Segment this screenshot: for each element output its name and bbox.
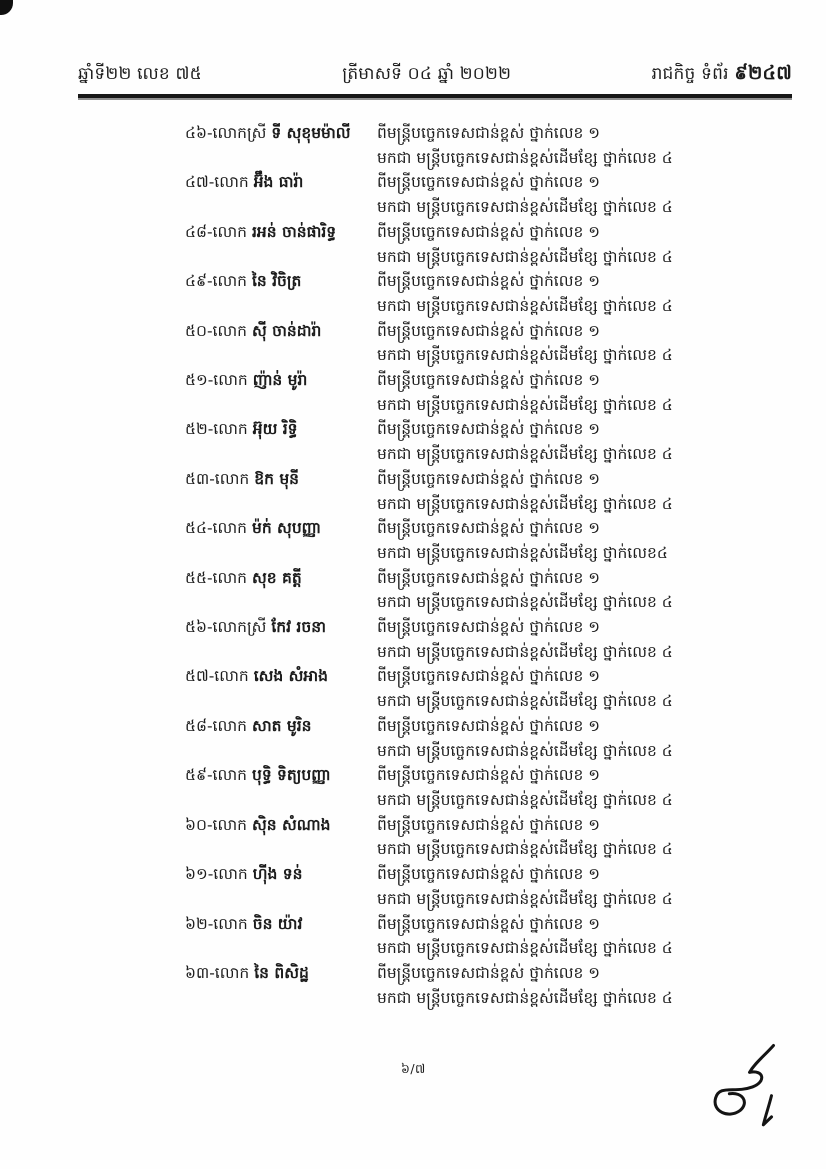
signature-icon	[700, 1036, 792, 1131]
entry-to-rank: មកជា មន្ត្រីបច្ចេកទេសជាន់ខ្ពស់ដើមខ្សែ ថ្នាក់លេខ ៤	[377, 247, 673, 266]
page-header	[78, 61, 792, 89]
entry-from-rank: ពីមន្ត្រីបច្ចេកទេសជាន់ខ្ពស់ ថ្នាក់លេខ ១	[377, 865, 600, 884]
entry-label	[185, 170, 377, 219]
header-year-issue: ឆ្នាំទី២២ លេខ ៧៥	[78, 64, 202, 84]
entry-from-rank: ពីមន្ត្រីបច្ចេកទេសជាន់ខ្ពស់ ថ្នាក់លេខ ១	[377, 618, 600, 637]
entry-description	[377, 763, 770, 812]
signature-mark	[700, 1036, 792, 1131]
entry-name: រអន់ ចាន់ផារិទ្ធ	[251, 222, 337, 241]
entry-from-rank: ពីមន្ត្រីបច្ចេកទេសជាន់ខ្ពស់ ថ្នាក់លេខ ១	[377, 667, 600, 686]
entry-description	[377, 220, 770, 269]
entry-from-rank: ពីមន្ត្រីបច្ចេកទេសជាន់ខ្ពស់ ថ្នាក់លេខ ១	[377, 420, 600, 439]
list-item	[185, 664, 770, 713]
list-item	[185, 813, 770, 862]
header-quarter-year: ត្រីមាសទី ០៤ ឆ្នាំ ២០២២	[342, 64, 512, 84]
list-item	[185, 220, 770, 269]
entry-from-rank: ពីមន្ត្រីបច្ចេកទេសជាន់ខ្ពស់ ថ្នាក់លេខ ១	[377, 963, 600, 982]
entry-name: សាត មូរិន	[251, 716, 312, 735]
entry-number-title: ៥០-លោក	[185, 321, 247, 340]
entry-from-rank: ពីមន្ត្រីបច្ចេកទេសជាន់ខ្ពស់ ថ្នាក់លេខ ១	[377, 371, 600, 390]
entry-name: នៃ ពិសិដ្ឋ	[254, 963, 309, 982]
entry-name: សុខ គត្តី	[251, 568, 302, 587]
entry-name: អ៊ឹង ធារ៉ា	[253, 173, 304, 192]
header-divider-rule	[78, 94, 792, 100]
entry-label	[185, 714, 377, 763]
entry-description	[377, 714, 770, 763]
entry-label	[185, 467, 377, 516]
entry-name: ទី សុខុមម៉ាលី	[271, 124, 351, 142]
entry-label	[185, 368, 377, 417]
entry-name: បុទ្ធិ ទិត្យបញ្ញា	[251, 766, 331, 785]
entry-from-rank: ពីមន្ត្រីបច្ចេកទេសជាន់ខ្ពស់ ថ្នាក់លេខ ១	[377, 766, 600, 785]
entry-to-rank: មកជា មន្ត្រីបច្ចេកទេសជាន់ខ្ពស់ដើមខ្សែ ថ្នាក់លេខ ៤	[377, 494, 673, 513]
entry-label	[185, 813, 377, 862]
entry-description	[377, 566, 770, 615]
entry-from-rank: ពីមន្ត្រីបច្ចេកទេសជាន់ខ្ពស់ ថ្នាក់លេខ ១	[377, 272, 600, 291]
entry-number-title: ៥៩-លោក	[185, 766, 247, 785]
entry-number-title: ៥១-លោក	[185, 371, 248, 390]
entry-label	[185, 912, 377, 961]
entry-description	[377, 368, 770, 417]
entry-label	[185, 220, 377, 269]
entry-number-title: ៥៤-លោក	[185, 519, 247, 538]
list-item	[185, 615, 770, 664]
entry-description	[377, 862, 770, 911]
entry-label	[185, 763, 377, 812]
entry-number-title: ៦១-លោក	[185, 865, 248, 884]
entry-label	[185, 121, 377, 170]
header-gazette-number: ៩២៤៧	[734, 62, 792, 84]
entry-description	[377, 467, 770, 516]
entry-description	[377, 121, 770, 170]
entry-name: អ៊ុយ រិទ្ធិ	[252, 420, 298, 439]
entry-name: កែវ រចនា	[271, 618, 326, 637]
list-item	[185, 368, 770, 417]
list-item	[185, 912, 770, 961]
entry-number-title: ៤៨-លោក	[185, 222, 247, 241]
entry-name: ហ៊ីង ទន់	[252, 865, 303, 884]
entry-to-rank: មកជា មន្ត្រីបច្ចេកទេសជាន់ខ្ពស់ដើមខ្សែ ថ្នាក់លេខ ៤	[377, 296, 673, 315]
entry-label	[185, 615, 377, 664]
entry-to-rank: មកជា មន្ត្រីបច្ចេកទេសជាន់ខ្ពស់ដើមខ្សែ ថ្នាក់លេខ ៤	[377, 790, 673, 809]
entry-name: សេង សំអាង	[253, 667, 328, 686]
entry-name: នៃ វិចិត្រ	[251, 272, 302, 291]
entry-number-title: ៤៦-លោកស្រី	[185, 124, 267, 142]
entry-to-rank: មកជា មន្ត្រីបច្ចេកទេសជាន់ខ្ពស់ដើមខ្សែ ថ្នាក់លេខ ៤	[377, 840, 673, 859]
entry-description	[377, 664, 770, 713]
entry-number-title: ៥៧-លោក	[185, 667, 249, 686]
entry-label	[185, 664, 377, 713]
entry-number-title: ៥៨-លោក	[185, 716, 247, 735]
entry-description	[377, 269, 770, 318]
entry-number-title: ៦២-លោក	[185, 914, 248, 933]
page-number: ៦/៧	[401, 1061, 426, 1076]
list-item	[185, 714, 770, 763]
entry-name: ស៊ិន សំណាង	[251, 815, 331, 834]
entry-to-rank: មកជា មន្ត្រីបច្ចេកទេសជាន់ខ្ពស់ដើមខ្សែ ថ្នាក់លេខ ៤	[377, 741, 673, 760]
entry-number-title: ៤៩-លោក	[185, 272, 247, 291]
entry-to-rank: មកជា មន្ត្រីបច្ចេកទេសជាន់ខ្ពស់ដើមខ្សែ ថ្នាក់លេខ ៤	[377, 889, 673, 908]
entry-description	[377, 912, 770, 961]
entry-description	[377, 170, 770, 219]
entry-description	[377, 319, 770, 368]
list-item	[185, 763, 770, 812]
entry-from-rank: ពីមន្ត្រីបច្ចេកទេសជាន់ខ្ពស់ ថ្នាក់លេខ ១	[377, 321, 600, 340]
entry-number-title: ៤៧-លោក	[185, 173, 249, 192]
entry-number-title: ៥៥-លោក	[185, 568, 247, 587]
entry-label	[185, 566, 377, 615]
list-item	[185, 269, 770, 318]
entry-from-rank: ពីមន្ត្រីបច្ចេកទេសជាន់ខ្ពស់ ថ្នាក់លេខ ១	[377, 222, 600, 241]
entry-to-rank: មកជា មន្ត្រីបច្ចេកទេសជាន់ខ្ពស់ដើមខ្សែ ថ្នាក់លេខ ៤	[377, 445, 673, 464]
entry-to-rank: មកជា មន្ត្រីបច្ចេកទេសជាន់ខ្ពស់ដើមខ្សែ ថ្នាក់លេខ៤	[377, 543, 668, 562]
entry-from-rank: ពីមន្ត្រីបច្ចេកទេសជាន់ខ្ពស់ ថ្នាក់លេខ ១	[377, 815, 600, 834]
list-item	[185, 121, 770, 170]
entry-description	[377, 961, 770, 1010]
entry-description	[377, 813, 770, 862]
list-item	[185, 566, 770, 615]
list-item	[185, 467, 770, 516]
list-item	[185, 516, 770, 565]
entry-number-title: ៥៦-លោកស្រី	[185, 618, 267, 637]
entry-to-rank: មកជា មន្ត្រីបច្ចេកទេសជាន់ខ្ពស់ដើមខ្សែ ថ្នាក់លេខ ៤	[377, 593, 673, 612]
entry-name: ឱក មុនី	[254, 469, 300, 488]
entry-to-rank: មកជា មន្ត្រីបច្ចេកទេសជាន់ខ្ពស់ដើមខ្សែ ថ្នាក់លេខ ៤	[377, 148, 673, 167]
entry-name: ចិន យ៉ាវ	[252, 914, 303, 933]
entry-label	[185, 862, 377, 911]
entry-to-rank: មកជា មន្ត្រីបច្ចេកទេសជាន់ខ្ពស់ដើមខ្សែ ថ្នាក់លេខ ៤	[377, 642, 673, 661]
entry-label	[185, 961, 377, 1010]
entry-number-title: ៦៣-លោក	[185, 963, 250, 982]
entry-label	[185, 516, 377, 565]
header-gazette-page	[652, 61, 792, 89]
entry-to-rank: មកជា មន្ត្រីបច្ចេកទេសជាន់ខ្ពស់ដើមខ្សែ ថ្នាក់លេខ ៤	[377, 346, 673, 365]
entry-label	[185, 269, 377, 318]
entry-name: ញ៉ាន់ មូរ៉ា	[252, 371, 308, 390]
entry-description	[377, 417, 770, 466]
entry-description	[377, 615, 770, 664]
entry-name: ម៉ក់ សុបញ្ញា	[251, 519, 322, 538]
entry-from-rank: ពីមន្ត្រីបច្ចេកទេសជាន់ខ្ពស់ ថ្នាក់លេខ ១	[377, 519, 600, 538]
list-item	[185, 170, 770, 219]
promotion-list	[185, 121, 770, 1010]
entry-number-title: ៥២-លោក	[185, 420, 248, 439]
entry-description	[377, 516, 770, 565]
header-gazette-label: រាជកិច្ច ទំព័រ	[651, 64, 729, 84]
entry-from-rank: ពីមន្ត្រីបច្ចេកទេសជាន់ខ្ពស់ ថ្នាក់លេខ ១	[377, 914, 600, 933]
entry-from-rank: ពីមន្ត្រីបច្ចេកទេសជាន់ខ្ពស់ ថ្នាក់លេខ ១	[377, 716, 600, 735]
list-item	[185, 862, 770, 911]
entry-label	[185, 417, 377, 466]
entry-from-rank: ពីមន្ត្រីបច្ចេកទេសជាន់ខ្ពស់ ថ្នាក់លេខ ១	[377, 469, 600, 488]
entry-to-rank: មកជា មន្ត្រីបច្ចេកទេសជាន់ខ្ពស់ដើមខ្សែ ថ្នាក់លេខ ៤	[377, 395, 673, 414]
entry-to-rank: មកជា មន្ត្រីបច្ចេកទេសជាន់ខ្ពស់ដើមខ្សែ ថ្នាក់លេខ ៤	[377, 692, 673, 711]
entry-to-rank: មកជា មន្ត្រីបច្ចេកទេសជាន់ខ្ពស់ដើមខ្សែ ថ្នាក់លេខ ៤	[377, 198, 673, 217]
list-item	[185, 417, 770, 466]
entry-name: ស៊ី ចាន់ដារ៉ា	[251, 321, 322, 340]
entry-from-rank: ពីមន្ត្រីបច្ចេកទេសជាន់ខ្ពស់ ថ្នាក់លេខ ១	[377, 568, 600, 587]
entry-number-title: ៦០-លោក	[185, 815, 247, 834]
list-item	[185, 961, 770, 1010]
entry-label	[185, 319, 377, 368]
entry-from-rank: ពីមន្ត្រីបច្ចេកទេសជាន់ខ្ពស់ ថ្នាក់លេខ ១	[377, 173, 600, 192]
entry-to-rank: មកជា មន្ត្រីបច្ចេកទេសជាន់ខ្ពស់ដើមខ្សែ ថ្នាក់លេខ ៤	[377, 988, 673, 1007]
scan-artifact	[0, 0, 13, 15]
entry-from-rank: ពីមន្ត្រីបច្ចេកទេសជាន់ខ្ពស់ ថ្នាក់លេខ ១	[377, 124, 600, 142]
entry-number-title: ៥៣-លោក	[185, 469, 250, 488]
entry-to-rank: មកជា មន្ត្រីបច្ចេកទេសជាន់ខ្ពស់ដើមខ្សែ ថ្នាក់លេខ ៤	[377, 939, 673, 958]
list-item	[185, 319, 770, 368]
